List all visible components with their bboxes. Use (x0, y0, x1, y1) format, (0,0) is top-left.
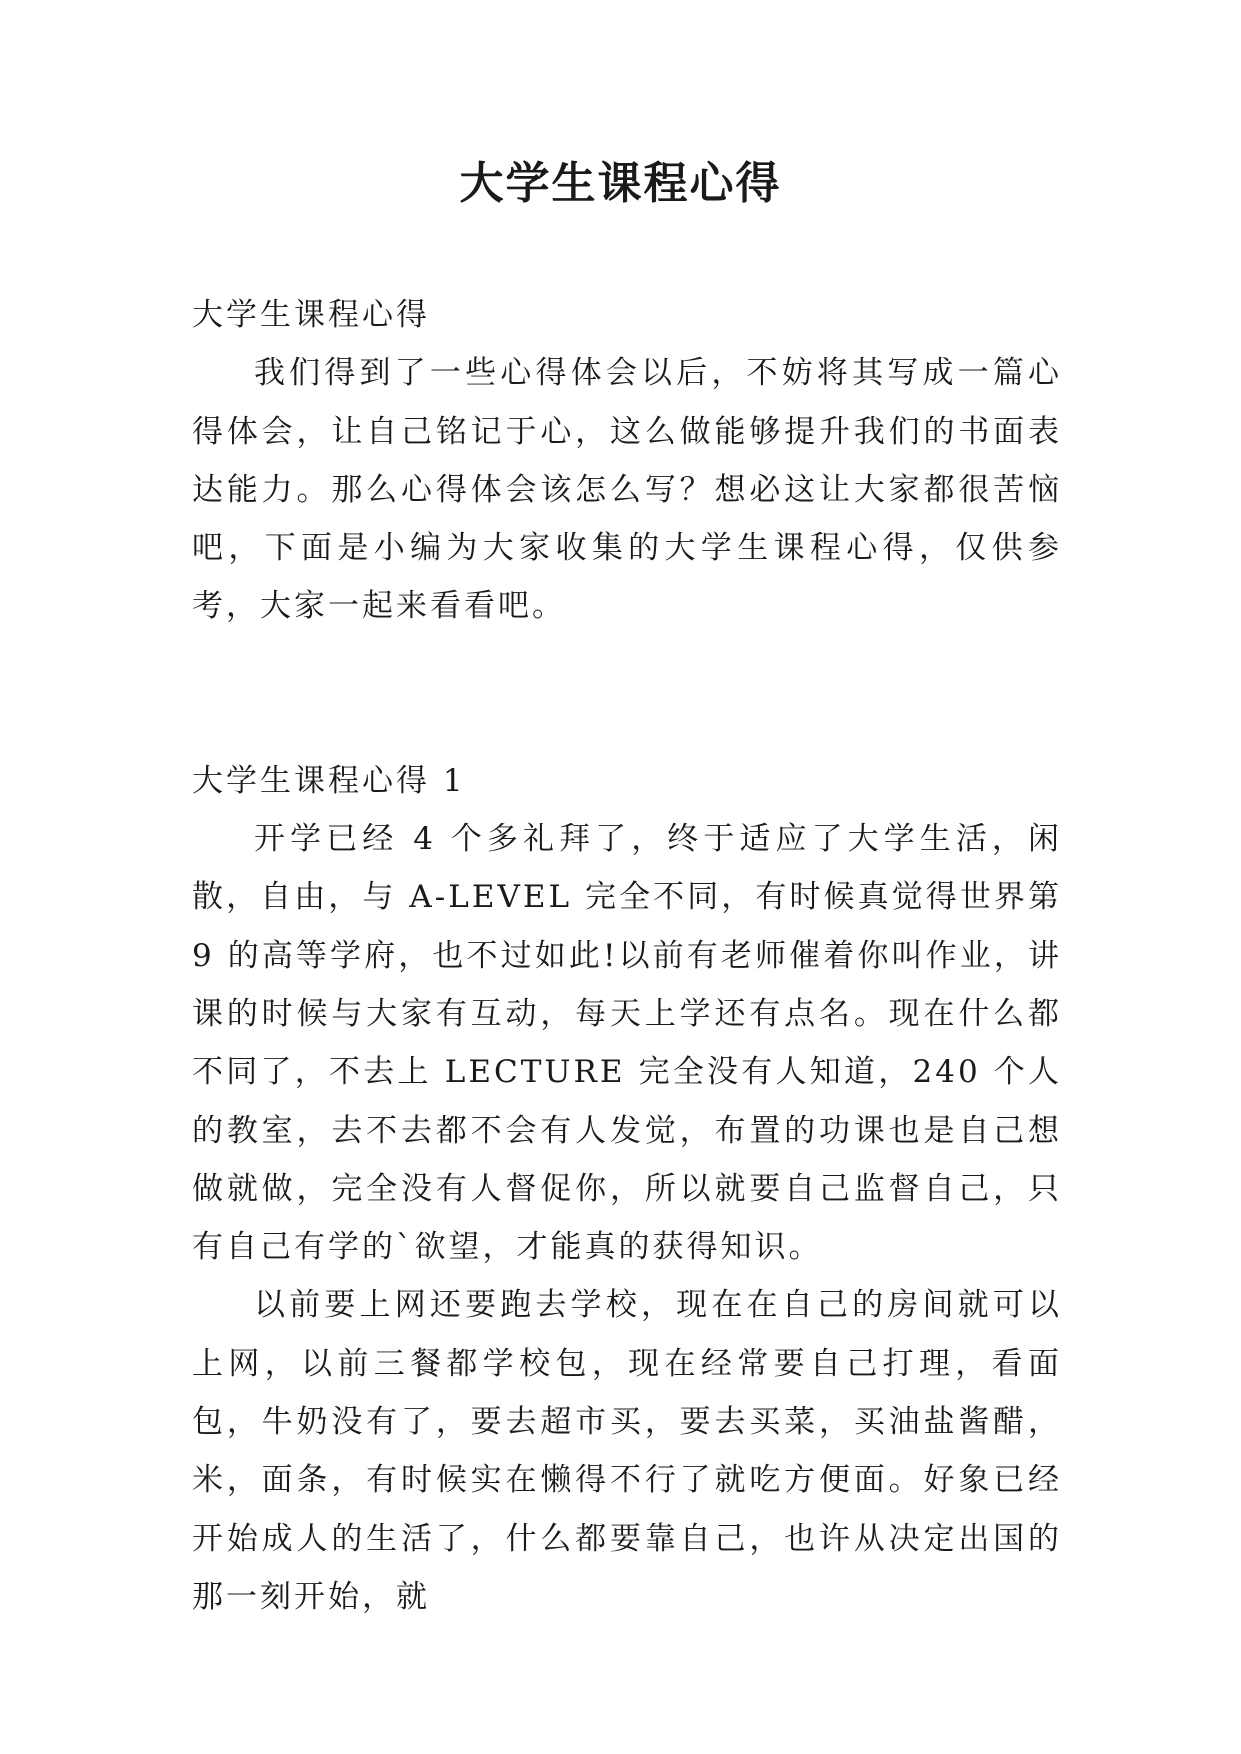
section1-paragraph-1: 开学已经 4 个多礼拜了，终于适应了大学生活，闲散，自由，与 A-LEVEL 完全不同，有时候真觉得世界第 9 的高等学府，也不过如此!以前有老师催着你叫作业，讲课的时候与大家有互动，每天上学还有点名。现在什么都不同了，不去上 LECTURE 完全没有人知道，240 个人的教室，去不去都不会有人发觉，布置的功课也是自己想做就做，完全没有人督促你，所以就要自己监督自己，只有自己有学的`欲望，才能真的获得知识。 (192, 821, 1062, 1266)
document-body (192, 286, 1062, 1626)
document-title: 大学生课程心得 (459, 158, 782, 209)
intro-heading: 大学生课程心得 (192, 297, 430, 333)
section-spacer (192, 636, 1062, 752)
section1-heading: 大学生课程心得 1 (192, 762, 466, 799)
intro-paragraph: 我们得到了一些心得体会以后，不妨将其写成一篇心得体会，让自己铭记于心，这么做能够提升我们的书面表达能力。那么心得体会该怎么写？想必这让大家都很苦恼吧，下面是小编为大家收集的大学生课程心得，仅供参考，大家一起来看看吧。 (192, 355, 1062, 625)
section1-paragraph-2: 以前要上网还要跑去学校，现在在自己的房间就可以上网，以前三餐都学校包，现在经常要自己打理，看面包，牛奶没有了，要去超市买，要去买菜，买油盐酱醋，米，面条，有时候实在懒得不行了就吃方便面。好象已经开始成人的生活了，什么都要靠自己，也许从决定出国的那一刻开始，就 (192, 1287, 1062, 1615)
